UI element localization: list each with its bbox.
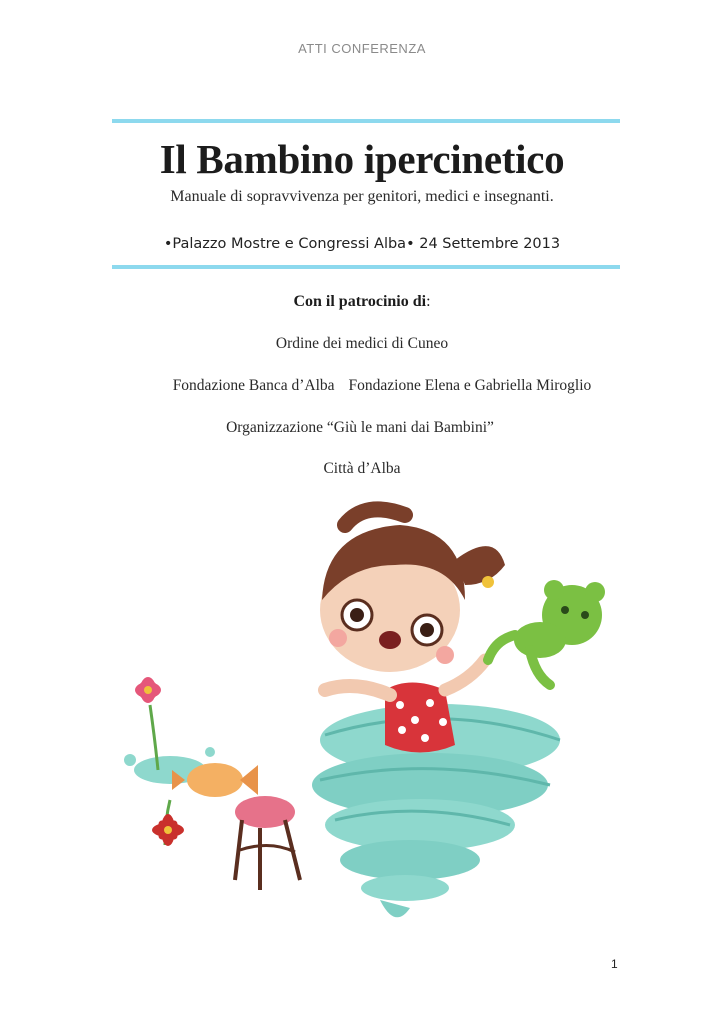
stool <box>235 796 300 890</box>
patron-ordine-medici: Ordine dei medici di Cuneo <box>275 335 449 352</box>
patronage-heading-colon: : <box>426 293 431 310</box>
document-title: Il Bambino ipercinetico <box>159 136 565 182</box>
running-header: ATTI CONFERENZA <box>298 41 426 56</box>
top-rule <box>112 119 620 123</box>
child-in-whirlwind-illustration <box>110 490 630 930</box>
patron-organizzazione: Organizzazione “Giù le mani dai Bambini” <box>226 419 494 436</box>
flower-pink <box>134 676 162 770</box>
patronage-heading-text: Con il patrocinio di <box>293 293 427 310</box>
flower-red <box>152 800 184 846</box>
bottom-rule <box>112 265 620 269</box>
patronage-heading <box>0 293 724 311</box>
page-number: 1 <box>611 957 618 971</box>
patron-fondazione-miroglio: Fondazione Elena e Gabriella Miroglio <box>348 377 592 394</box>
patron-fondazione-banca: Fondazione Banca d’Alba <box>172 377 335 394</box>
document-subtitle: Manuale di sopravvivenza per genitori, medici e insegnanti. <box>170 188 554 205</box>
teddy-bear <box>488 580 605 685</box>
patron-fondazioni-row <box>20 377 724 395</box>
event-details: •Palazzo Mostre e Congressi Alba• 24 Settembre 2013 <box>163 236 561 252</box>
patron-citta-alba: Città d’Alba <box>323 460 401 477</box>
